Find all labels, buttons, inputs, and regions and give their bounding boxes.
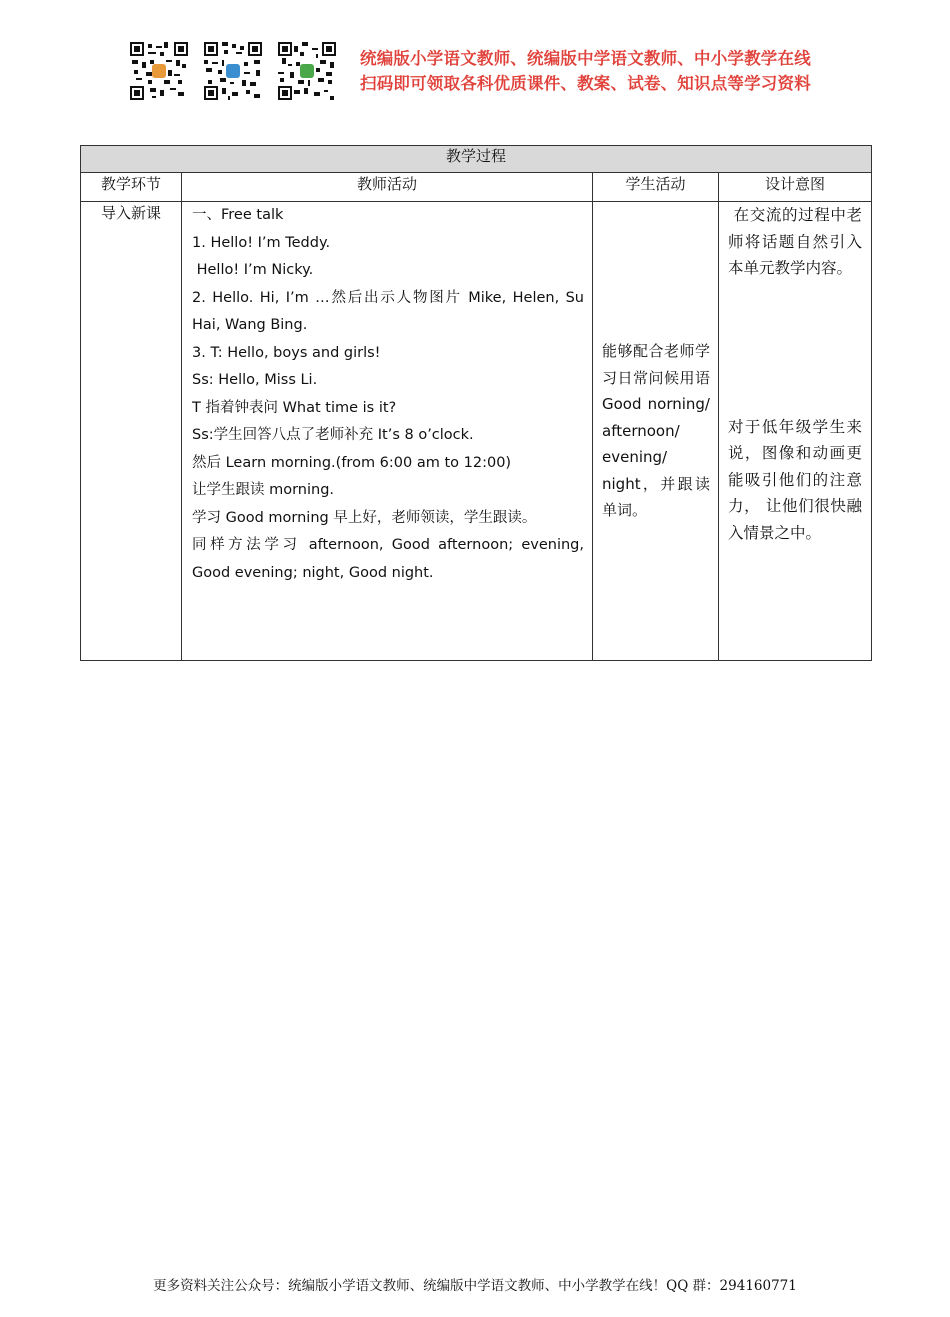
promo-banner bbox=[130, 40, 830, 104]
stage-cell: 导入新课 bbox=[81, 202, 182, 661]
teacher-line: 一、Free talk bbox=[192, 207, 284, 223]
student-activity-cell bbox=[593, 202, 719, 661]
column-header: 教学环节 bbox=[81, 173, 182, 202]
banner-line-2: 扫码即可领取各科优质课件、教案、试卷、知识点等学习资料 bbox=[360, 74, 811, 93]
qr-code-icon[interactable] bbox=[130, 42, 188, 100]
teacher-line: T 指着钟表问 What time is it? bbox=[192, 399, 397, 416]
teacher-line: 2. Hello. Hi, I’m …然后出示人物图片 Mike, Helen, Su Hai, Wang Bing. bbox=[192, 289, 584, 333]
teacher-line: 同样方法学习 afternoon, Good afternoon; evening, Good evening; night, Good night. bbox=[192, 537, 584, 581]
qr-code-graphic bbox=[130, 42, 188, 100]
teacher-line: 然后 Learn morning.(from 6:00 am to 12:00) bbox=[192, 454, 512, 471]
column-header: 设计意图 bbox=[719, 173, 872, 202]
banner-text bbox=[360, 46, 830, 96]
column-header: 教师活动 bbox=[182, 173, 593, 202]
table-title: 教学过程 bbox=[81, 146, 872, 173]
table-row bbox=[81, 202, 872, 661]
teacher-line: Ss:学生回答八点了老师补充 It’s 8 o’clock. bbox=[192, 427, 474, 443]
table-header-row bbox=[81, 173, 872, 202]
qr-code-icon[interactable] bbox=[204, 42, 262, 100]
table-title-row bbox=[81, 146, 872, 173]
teacher-line: 3. T: Hello, boys and girls! bbox=[192, 344, 381, 361]
teacher-activity-cell bbox=[182, 202, 593, 661]
student-activity-text: 能够配合老师学习日常问候用语 Good norning/ afternoon/ evening/ night，并跟读单词。 bbox=[602, 342, 710, 520]
lesson-table bbox=[80, 145, 872, 661]
teacher-line: 学习 Good morning 早上好，老师领读，学生跟读。 bbox=[192, 509, 537, 526]
design-intent-text: 对于低年级学生来说，图像和动画更能吸引他们的注意力， 让他们很快融入情景之中。 bbox=[728, 417, 863, 542]
column-header: 学生活动 bbox=[593, 173, 719, 202]
banner-line-1: 统编版小学语文教师、统编版中学语文教师、中小学教学在线 bbox=[360, 49, 811, 68]
qr-code-icon[interactable] bbox=[278, 42, 336, 100]
teacher-line: 让学生跟读 morning. bbox=[192, 482, 335, 498]
spacer bbox=[728, 282, 862, 414]
page-footer: 更多资料关注公众号：统编版小学语文教师、统编版中学语文教师、中小学教学在线！QQ 群：294160771 bbox=[153, 1278, 797, 1294]
qr-code-graphic bbox=[278, 42, 336, 100]
design-intent-text: 在交流的过程中老师将话题自然引入本单元教学内容。 bbox=[728, 206, 863, 277]
teacher-line: 1. Hello! I’m Teddy. bbox=[192, 234, 331, 251]
design-intent-cell bbox=[719, 202, 872, 661]
teacher-line: Hello! I’m Nicky. bbox=[192, 262, 314, 278]
teacher-line: Ss: Hello, Miss Li. bbox=[192, 372, 318, 388]
qr-code-graphic bbox=[204, 42, 262, 100]
